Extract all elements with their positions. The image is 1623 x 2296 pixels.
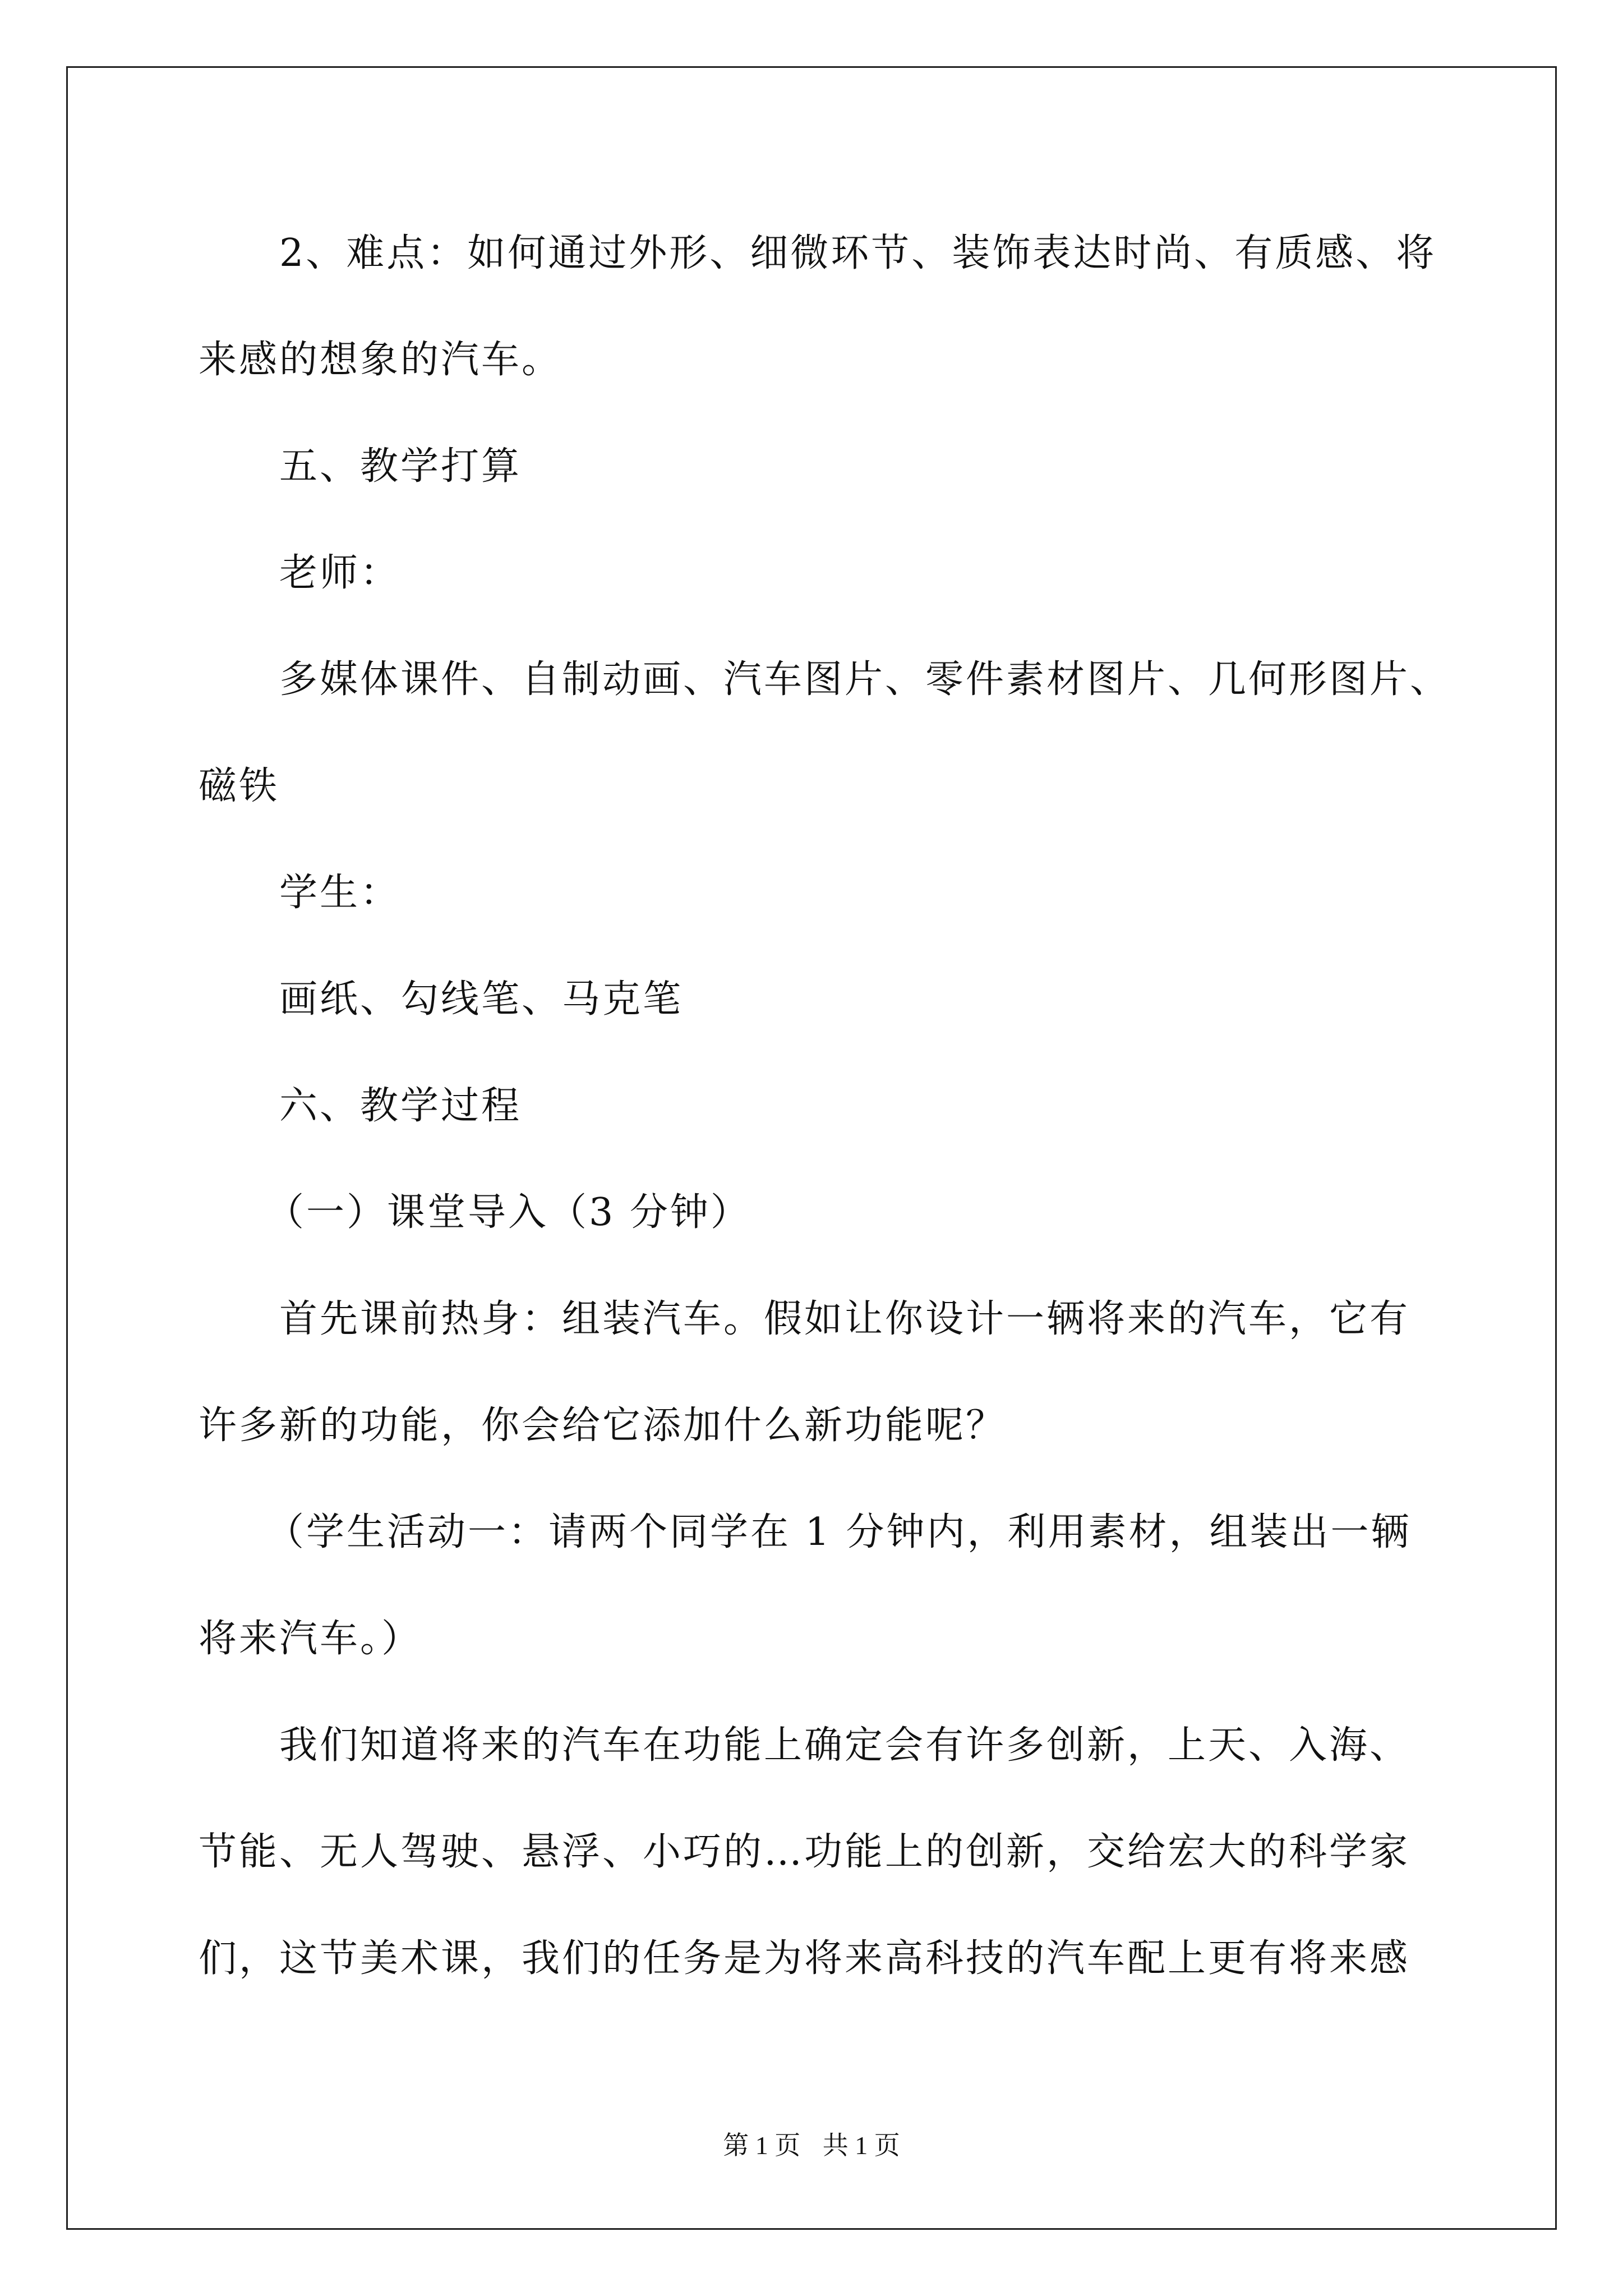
text-line: 节能、无人驾驶、悬浮、小巧的…功能上的创新，交给宏大的科学家: [199, 1830, 1410, 1874]
text-line: 画纸、勾线笔、马克笔: [279, 977, 684, 1022]
text-line: 将来汽车。）: [199, 1617, 422, 1661]
page-footer: [0, 2133, 1623, 2159]
page-total: 共 1 页: [822, 2131, 900, 2160]
text-line: 首先课前热身：组装汽车。假如让你设计一辆将来的汽车，它有: [279, 1297, 1410, 1341]
text-line: 来感的想象的汽车。: [199, 338, 562, 382]
subsection-heading: （一）课堂导入（3 分钟）: [266, 1190, 751, 1235]
text-line: （学生活动一：请两个同学在 1 分钟内，利用素材，组装出一辆: [266, 1510, 1412, 1554]
section-heading: 六、教学过程: [279, 1084, 522, 1128]
text-line: 多媒体课件、自制动画、汽车图片、零件素材图片、几何形图片、: [279, 657, 1451, 702]
text-line: 老师：: [279, 551, 401, 595]
section-heading: 五、教学打算: [279, 444, 522, 489]
text-line: 许多新的功能，你会给它添加什么新功能呢？: [199, 1404, 1007, 1448]
text-line: 磁铁: [199, 764, 280, 808]
text-line: 们，这节美术课，我们的任务是为将来高科技的汽车配上更有将来感: [199, 1936, 1410, 1981]
text-line: 2、难点：如何通过外形、细微环节、装饰表达时尚、有质感、将: [279, 231, 1437, 275]
text-line: 学生：: [279, 871, 401, 915]
text-line: 我们知道将来的汽车在功能上确定会有许多创新，上天、入海、: [279, 1723, 1410, 1768]
page-number: 第 1 页: [723, 2131, 801, 2160]
page-border: [66, 66, 1557, 2230]
